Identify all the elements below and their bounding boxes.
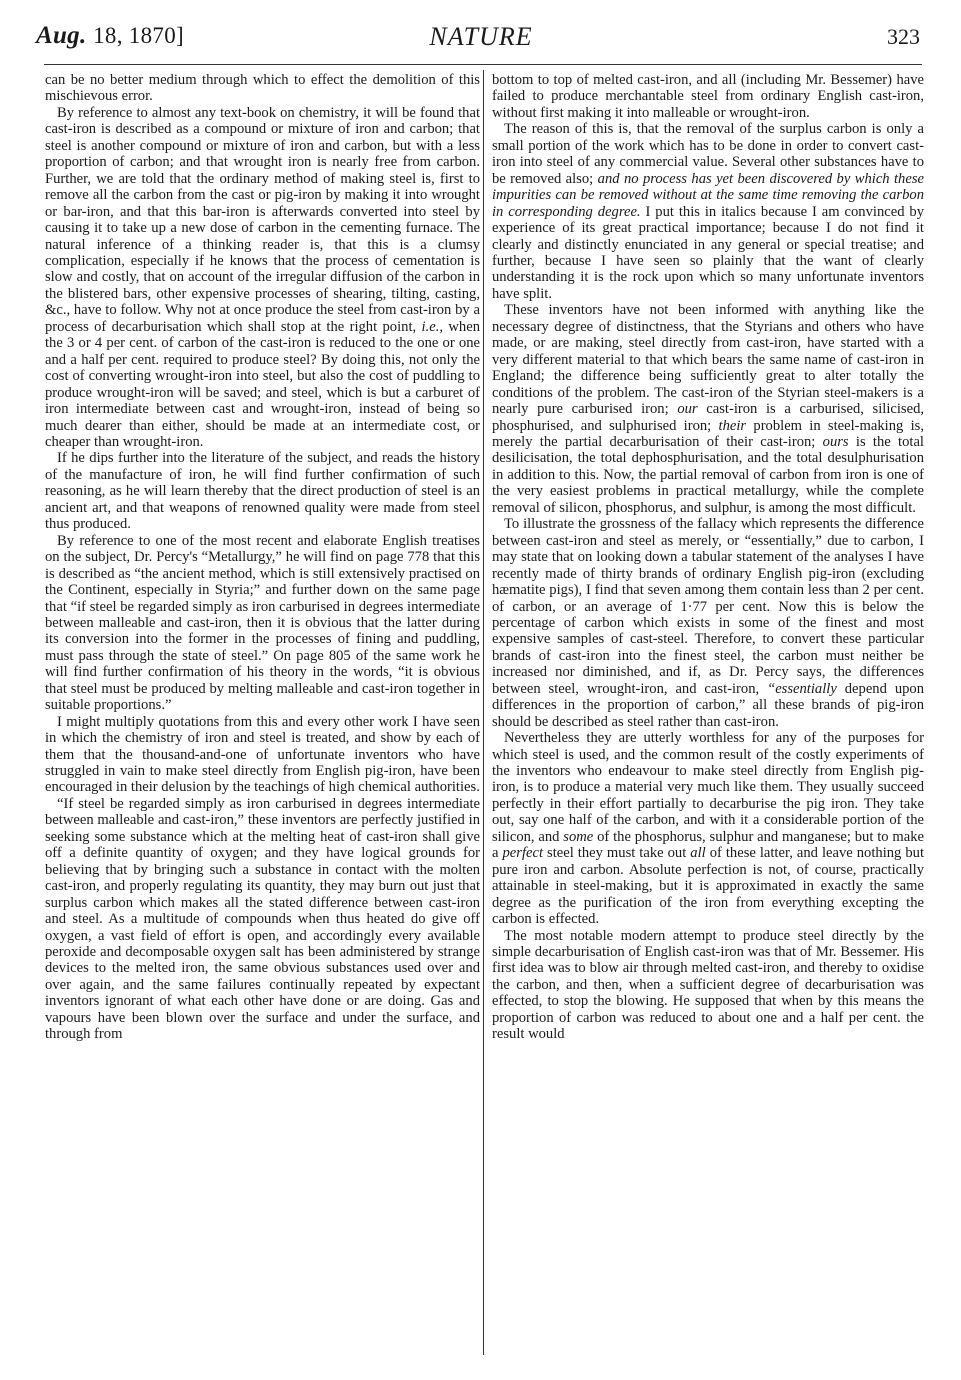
page-number: 323 — [887, 24, 920, 49]
paragraph: By reference to almost any text-book on chemistry, it will be found that cast-iron is described as a compound or mixture of iron and carbon; that steel is another compound or mixture of iron and carbon, but with a less proportion of carbon; and that wrought iron is nearly free from carbon. Further, we are told that the ordinary method of making steel is, first to remove all the carbon from the cast or pig-iron by making it into wrought or bar-iron, and that this bar-iron is afterwards converted into steel by causing it to take up a new dose of carbon in the cementing furnace. The natural inference of a thinking reader is, that this is a clumsy complication, especially if he knows that the process of cementation is slow and costly, that on account of the irregular diffusion of the carbon in the blistered bars, other expensive processes of shearing, tilting, casting, &c., have to follow. Why not at once produce the steel from cast-iron by a process of decarburisation which shall stop at the right point, i.e., when the 3 or 4 per cent. of carbon of the cast-iron is reduced to the one or one and a half per cent. required to produce steel? By doing this, not only the cost of converting wrought-iron into steel, but also the cost of puddling to produce wrought-iron will be saved; and steel, which is but a carburet of iron intermediate between cast and wrought-iron, instead of being so much dearer than either, should be made at an intermediate cost, or cheaper than wrought-iron. — [45, 104, 480, 450]
paragraph: The most notable modern attempt to produce steel directly by the simple decarburisation of English cast-iron was that of Mr. Bessemer. His first idea was to blow air through melted cast-iron, and thereby to oxidise the carbon, and then, when a sufficient degree of decarburisation was effected, to stop the blowing. He supposed that when by this means the proportion of carbon was reduced to about one and a half per cent. the result would — [492, 927, 924, 1043]
paragraph: The reason of this is, that the removal of the surplus carbon is only a small portion of the work which has to be done in order to convert cast-iron into steel of any commercial value. Several other substances have to be removed also; and no process has yet been discovered by which these impurities can be removed without at the same time removing the carbon in corresponding degree. I put this in italics because I am convinced by experience of its great practical importance; because I do not find it clearly and distinctly enunciated in any general or special treatise; and further, because I have seen so plainly that the want of clearly understanding it is the rock upon which so many unfortunate inventors have split. — [492, 121, 924, 302]
paragraph: I might multiply quotations from this and every other work I have seen in which the chemistry of iron and steel is treated, and show by each of them that the thousand-and-one of unfortunate inventors who have struggled in vain to make steel directly from English pig-iron, have been encouraged in their delusion by the teachings of high chemical authorities. — [45, 713, 480, 796]
paragraph: bottom to top of melted cast-iron, and all (including Mr. Bessemer) have failed to produce merchantable steel from ordinary English cast-iron, without first making it into malleable or wrought-iron. — [492, 72, 924, 121]
running-header — [36, 22, 926, 58]
paragraph: To illustrate the grossness of the fallacy which represents the difference between cast-iron and steel as merely, or “essentially,” due to carbon, I may state that on looking down a tabular statement of the analyses I have recently made of thirty brands of ordinary English pig-iron (excluding hæmatite pigs), I find that seven among them contain less than 2 per cent. of carbon, or an average of 1·77 per cent. Now this is below the percentage of carbon which exists in some of the finest and most expensive samples of cast-steel. Therefore, to convert these particular brands of cast-iron into the finest steel, the carbon must neither be increased nor diminished, and if, as Dr. Percy says, the differences between steel, wrought-iron, and cast-iron, “essentially depend upon differences in the proportion of carbon,” all these brands of pig-iron should be described as steel rather than cast-iron. — [492, 516, 925, 730]
paragraph: If he dips further into the literature of the subject, and reads the history of the manufacture of iron, he will find further confirmation of such reasoning, as he will learn thereby that the direct production of steel is an ancient art, and that weapons of renowned quality were made from steel thus produced. — [45, 450, 480, 533]
issue-day-year: 18, 1870] — [93, 23, 184, 48]
journal-title: NATURE — [429, 22, 533, 51]
left-column — [45, 72, 480, 1043]
paragraph: can be no better medium through which to effect the demolition of this mischievous error. — [45, 72, 480, 105]
column-divider — [483, 70, 484, 1355]
paragraph: “If steel be regarded simply as iron carburised in degrees intermediate between malleable and cast-iron,” these inventors are perfectly justified in seeking some substance which at the melting heat of cast-iron shall give off a definite quantity of oxygen; and they have logical grounds for believing that by bringing such a substance in contact with the molten cast-iron, and properly regulating its quantity, they may burn out just that surplus carbon which makes all the stated difference between cast-iron and steel. As a multitude of compounds when thus heated do give off oxygen, a vast field of effort is open, and accordingly every available peroxide and decomposable oxygen salt has been administered by strange devices to the melted iron, the same obvious substances used over and over again, and the same failures continually repeated by expectant inventors ignorant of what each other have done or are doing. Gas and vapours have been blown over the surface and under the surface, and through from — [45, 795, 480, 1043]
header-rule — [44, 64, 922, 65]
right-column — [492, 72, 924, 1043]
paragraph: By reference to one of the most recent and elaborate English treatises on the subject, Dr. Percy's “Metallurgy,” he will find on page 778 that this is described as “the ancient method, which is still extensively practised on the Continent, especially in Styria;” and further down on the same page that “if steel be regarded simply as iron carburised in degrees intermediate between malleable and cast-iron, then it is obvious that the latter during its conversion into the former in the processes of fining and puddling, must pass through the state of steel.” On page 805 of the same work he will find further confirmation of his theory in the words, “it is obvious that steel must be produced by melting malleable and cast-iron together in suitable proportions.” — [45, 532, 480, 714]
paragraph: Nevertheless they are utterly worthless for any of the purposes for which steel is used, and the common result of the costly experiments of the inventors who endeavour to make steel directly from English pig-iron, is to produce a material very much like them. They usually succeed perfectly in their effort partially to decarburise the pig iron. They take out, say one half of the carbon, and with it a considerable portion of the silicon, and some of the phosphorus, sulphur and manganese; but to make a perfect steel they must take out all of these latter, and leave nothing but pure iron and carbon. Absolute perfection is not, of course, practically attainable in steel-making, but it is approximated in exactly the same degree as the purification of the iron from everything excepting the carbon is effected. — [492, 730, 924, 928]
paragraph: These inventors have not been informed with anything like the necessary degree of distinctness, that the Styrians and others who have made, or are making, steel directly from cast-iron, have started with a very different material to that which bears the same name of cast-iron in England; the difference being sufficiently great to alter totally the conditions of the problem. The cast-iron of the Styrian steel-makers is a nearly pure carburised iron; our cast-iron is a carburised, silicised, phosphurised, and sulphurised iron; their problem in steel-making is, merely the partial decarburisation of their cast-iron; ours is the total desilicisation, the total dephosphurisation, and the total desulphurisation in addition to this. Now, the partial removal of carbon from iron is one of the very easiest problems in practical metallurgy, while the complete removal of silicon, phosphorus, and sulphur, is among the most difficult. — [492, 302, 925, 516]
issue-month: Aug. — [36, 22, 87, 49]
